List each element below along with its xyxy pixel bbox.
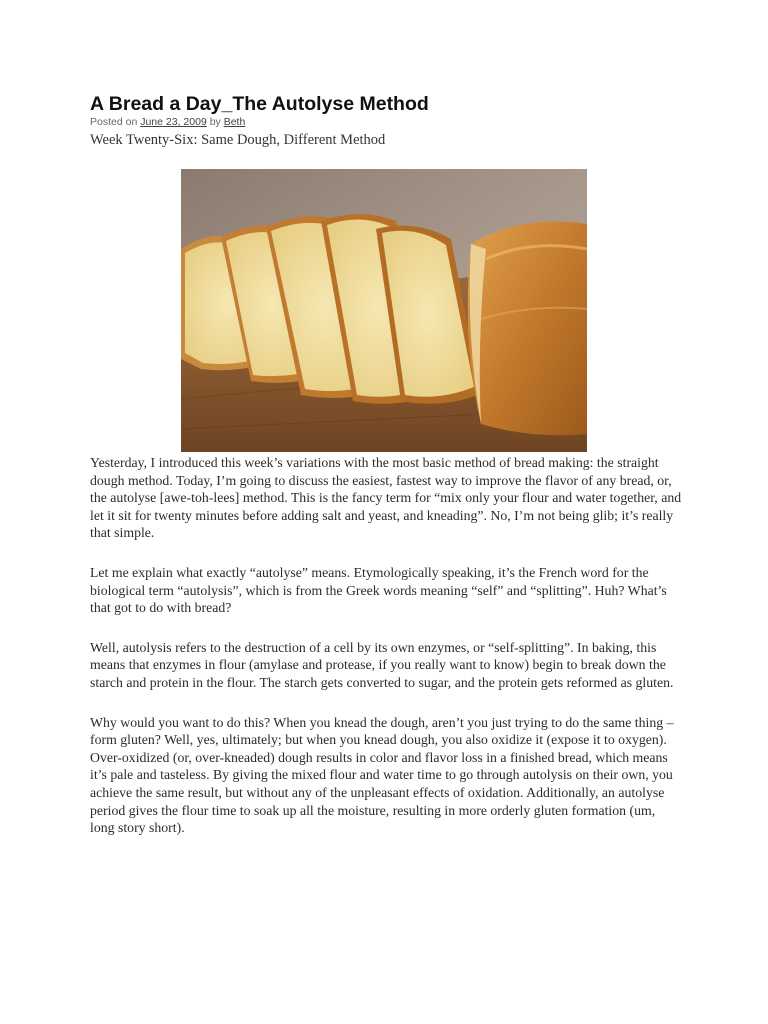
post-subtitle: Week Twenty-Six: Same Dough, Different Method [90,132,386,148]
post-body [90,454,682,859]
paragraph-3: Well, autolysis refers to the destruction of a cell by its own enzymes, or “self-splitting”. In baking, this means that enzymes in flour (amylase and protease, if you really want to know) begin to break down the starch and protein in the flour. The starch gets converted to sugar, and the protein gets reformed as gluten. [90,639,674,690]
paragraph-1: Yesterday, I introduced this week’s variations with the most basic method of bread making: the straight dough method. Today, I’m going to discuss the easiest, fastest way to improve the flavor of any bread, or, the autolyse [awe-toh-lees] method. This is the fancy term for “mix only your flour and water together, and let it sit for twenty minutes before adding salt and yeast, and kneading”. No, I’m not being glib; it’s really that simple. [90,455,682,541]
author-link[interactable]: Beth [223,116,246,128]
post-meta [90,116,682,129]
bread-photo [181,169,587,452]
bread-loaf [468,222,587,436]
paragraph-2: Let me explain what exactly “autolyse” means. Etymologically speaking, it’s the French word for the biological term “autolysis”, which is from the Greek words meaning “self” and “splitting”. Huh? What’s that got to do with bread? [90,564,667,616]
meta-prefix: Posted on [90,116,138,128]
meta-by: by [209,116,221,128]
post-date-link[interactable]: June 23, 2009 [140,116,207,128]
post-title: A Bread a Day_The Autolyse Method [90,93,429,115]
blog-post [90,92,682,836]
paragraph-4: Why would you want to do this? When you knead the dough, aren’t you just trying to do the same thing – form gluten? Well, yes, ultimately; but when you knead dough, you also oxidize it (expose it to oxygen). Over-oxidized (or, over-kneaded) dough results in color and flavor loss in a finished bread, which means it’s pale and tasteless. By giving the mixed flour and water time to go through autolysis on their own, you achieve the same result, but without any of the unpleasant effects of oxidation. Additionally, an autolyse period gives the flour time to soak up all the moisture, resulting in more orderly gluten formation (um, long story short). [90,714,674,836]
